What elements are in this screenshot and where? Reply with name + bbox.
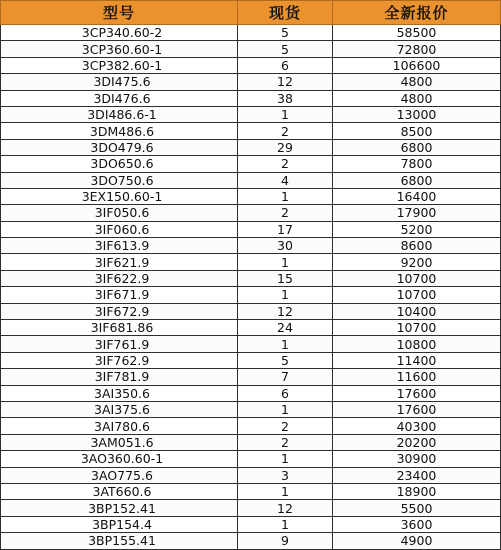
model-cell: 3DO750.6 xyxy=(1,172,238,188)
model-cell: 3IF613.9 xyxy=(1,238,238,254)
model-cell: 3IF681.86 xyxy=(1,320,238,336)
model-cell: 3AM051.6 xyxy=(1,434,238,450)
model-cell: 3IF671.9 xyxy=(1,287,238,303)
model-cell: 3DI476.6 xyxy=(1,90,238,106)
model-cell: 3IF762.9 xyxy=(1,352,238,368)
column-header-stock: 现货 xyxy=(238,1,333,25)
table-row xyxy=(1,352,501,368)
price-cell: 18900 xyxy=(333,483,501,499)
stock-cell: 2 xyxy=(238,156,333,172)
stock-cell: 1 xyxy=(238,516,333,532)
table-row xyxy=(1,172,501,188)
price-cell: 30900 xyxy=(333,451,501,467)
stock-cell: 1 xyxy=(238,336,333,352)
stock-cell: 5 xyxy=(238,25,333,41)
price-cell: 6800 xyxy=(333,172,501,188)
model-cell: 3BP154.4 xyxy=(1,516,238,532)
model-cell: 3IF672.9 xyxy=(1,303,238,319)
stock-cell: 12 xyxy=(238,303,333,319)
table-row xyxy=(1,90,501,106)
table-row xyxy=(1,123,501,139)
stock-cell: 24 xyxy=(238,320,333,336)
stock-cell: 1 xyxy=(238,287,333,303)
price-cell: 106600 xyxy=(333,57,501,73)
price-cell: 23400 xyxy=(333,467,501,483)
price-cell: 11600 xyxy=(333,369,501,385)
stock-cell: 1 xyxy=(238,254,333,270)
model-cell: 3AO775.6 xyxy=(1,467,238,483)
price-cell: 17600 xyxy=(333,385,501,401)
price-cell: 10400 xyxy=(333,303,501,319)
model-cell: 3EX150.60-1 xyxy=(1,188,238,204)
stock-cell: 30 xyxy=(238,238,333,254)
price-cell: 10700 xyxy=(333,320,501,336)
price-cell: 16400 xyxy=(333,188,501,204)
price-cell: 7800 xyxy=(333,156,501,172)
price-cell: 72800 xyxy=(333,41,501,57)
model-cell: 3CP382.60-1 xyxy=(1,57,238,73)
stock-cell: 12 xyxy=(238,500,333,516)
model-cell: 3AI350.6 xyxy=(1,385,238,401)
table-row xyxy=(1,500,501,516)
table-row xyxy=(1,303,501,319)
price-cell: 4900 xyxy=(333,533,501,549)
stock-cell: 2 xyxy=(238,205,333,221)
stock-cell: 29 xyxy=(238,139,333,155)
stock-cell: 4 xyxy=(238,172,333,188)
model-cell: 3AI780.6 xyxy=(1,418,238,434)
price-cell: 10700 xyxy=(333,287,501,303)
table-row xyxy=(1,57,501,73)
price-cell: 8600 xyxy=(333,238,501,254)
model-cell: 3AT660.6 xyxy=(1,483,238,499)
price-cell: 40300 xyxy=(333,418,501,434)
stock-cell: 1 xyxy=(238,106,333,122)
column-header-model: 型号 xyxy=(1,1,238,25)
price-cell: 10700 xyxy=(333,270,501,286)
table-row xyxy=(1,188,501,204)
price-cell: 10800 xyxy=(333,336,501,352)
table-row xyxy=(1,287,501,303)
model-cell: 3IF060.6 xyxy=(1,221,238,237)
table-row xyxy=(1,418,501,434)
table-row xyxy=(1,156,501,172)
table-row xyxy=(1,74,501,90)
price-cell: 17900 xyxy=(333,205,501,221)
stock-cell: 6 xyxy=(238,385,333,401)
table-row xyxy=(1,254,501,270)
price-cell: 5500 xyxy=(333,500,501,516)
table-row xyxy=(1,516,501,532)
table-row xyxy=(1,336,501,352)
price-cell: 11400 xyxy=(333,352,501,368)
stock-cell: 6 xyxy=(238,57,333,73)
model-cell: 3DI486.6-1 xyxy=(1,106,238,122)
stock-cell: 5 xyxy=(238,41,333,57)
model-cell: 3IF761.9 xyxy=(1,336,238,352)
model-cell: 3IF621.9 xyxy=(1,254,238,270)
price-cell: 17600 xyxy=(333,401,501,417)
table-row xyxy=(1,106,501,122)
table-row xyxy=(1,320,501,336)
model-cell: 3BP152.41 xyxy=(1,500,238,516)
table-row xyxy=(1,25,501,41)
table-row xyxy=(1,533,501,549)
model-cell: 3IF781.9 xyxy=(1,369,238,385)
model-cell: 3CP340.60-2 xyxy=(1,25,238,41)
stock-cell: 12 xyxy=(238,74,333,90)
stock-cell: 1 xyxy=(238,188,333,204)
table-row xyxy=(1,205,501,221)
table-body xyxy=(1,25,501,550)
model-cell: 3AI375.6 xyxy=(1,401,238,417)
price-cell: 8500 xyxy=(333,123,501,139)
stock-cell: 2 xyxy=(238,123,333,139)
table-row xyxy=(1,238,501,254)
stock-cell: 17 xyxy=(238,221,333,237)
price-cell: 5200 xyxy=(333,221,501,237)
table-row xyxy=(1,451,501,467)
price-cell: 6800 xyxy=(333,139,501,155)
price-cell: 4800 xyxy=(333,74,501,90)
stock-cell: 2 xyxy=(238,418,333,434)
model-cell: 3IF622.9 xyxy=(1,270,238,286)
price-cell: 3600 xyxy=(333,516,501,532)
table-header xyxy=(1,1,501,25)
stock-cell: 2 xyxy=(238,434,333,450)
stock-cell: 5 xyxy=(238,352,333,368)
table-row xyxy=(1,270,501,286)
table-row xyxy=(1,401,501,417)
price-cell: 20200 xyxy=(333,434,501,450)
column-header-price: 全新报价 xyxy=(333,1,501,25)
table-row xyxy=(1,385,501,401)
header-row xyxy=(1,1,501,25)
table-row xyxy=(1,139,501,155)
model-cell: 3DO479.6 xyxy=(1,139,238,155)
stock-cell: 3 xyxy=(238,467,333,483)
table-row xyxy=(1,434,501,450)
model-cell: 3CP360.60-1 xyxy=(1,41,238,57)
model-cell: 3IF050.6 xyxy=(1,205,238,221)
price-cell: 13000 xyxy=(333,106,501,122)
stock-cell: 15 xyxy=(238,270,333,286)
stock-cell: 38 xyxy=(238,90,333,106)
table-row xyxy=(1,221,501,237)
stock-cell: 1 xyxy=(238,451,333,467)
model-cell: 3DM486.6 xyxy=(1,123,238,139)
model-cell: 3AO360.60-1 xyxy=(1,451,238,467)
model-cell: 3DO650.6 xyxy=(1,156,238,172)
price-cell: 58500 xyxy=(333,25,501,41)
table-row xyxy=(1,483,501,499)
table-row xyxy=(1,369,501,385)
table-row xyxy=(1,467,501,483)
model-cell: 3BP155.41 xyxy=(1,533,238,549)
stock-cell: 7 xyxy=(238,369,333,385)
stock-cell: 9 xyxy=(238,533,333,549)
stock-cell: 1 xyxy=(238,401,333,417)
stock-cell: 1 xyxy=(238,483,333,499)
table-row xyxy=(1,41,501,57)
model-cell: 3DI475.6 xyxy=(1,74,238,90)
price-cell: 4800 xyxy=(333,90,501,106)
price-cell: 9200 xyxy=(333,254,501,270)
